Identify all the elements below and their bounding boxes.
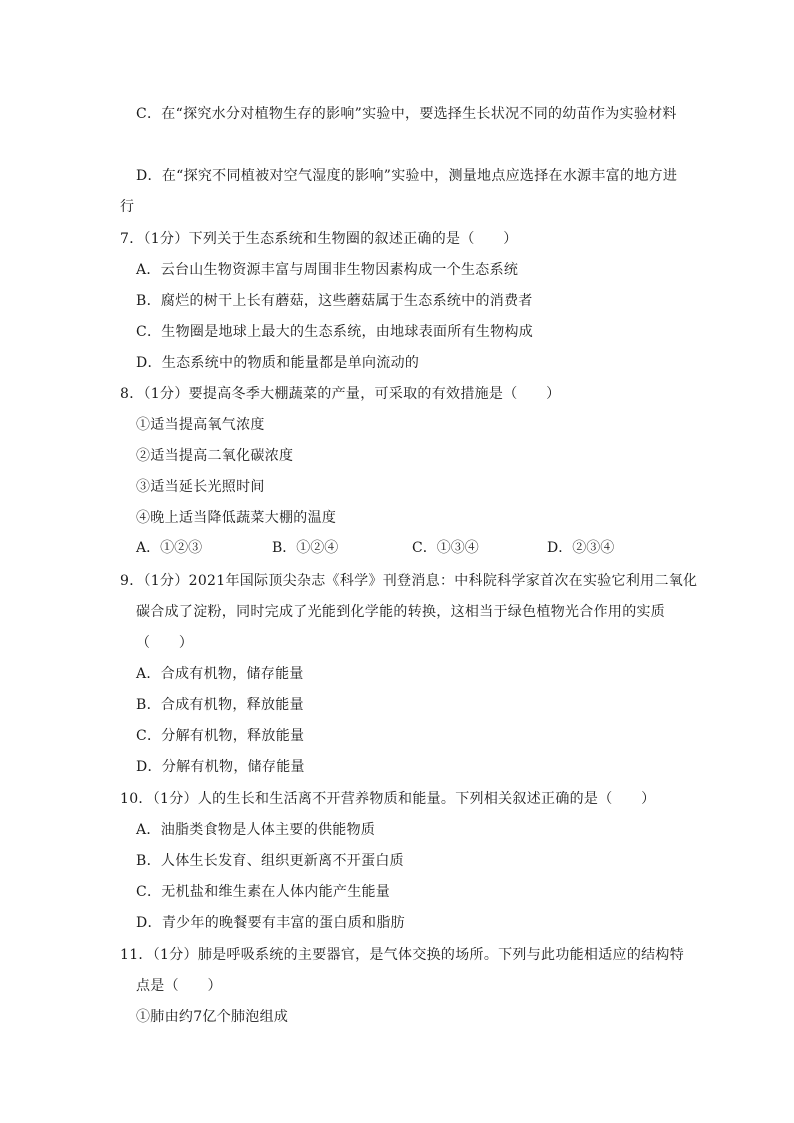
question-9-stem-line2: 碳合成了淀粉，同时完成了光能到化学能的转换，这相当于绿色植物光合作用的实质 <box>136 604 666 620</box>
prev-option-d-line1: D．在“探究不同植被对空气湿度的影响”实验中，测量地点应选择在水源丰富的地方进 <box>136 168 678 184</box>
question-10-option-c: C．无机盐和维生素在人体内能产生能量 <box>136 884 391 900</box>
question-8-item-2: ②适当提高二氧化碳浓度 <box>136 448 294 464</box>
question-8-option-b: B．①②④ <box>272 540 339 556</box>
question-8-stem: 8．（1分）要提高冬季大棚蔬菜的产量，可采取的有效措施是（ ） <box>120 386 561 402</box>
question-11-item-1: ①肺由约7亿个肺泡组成 <box>136 1009 289 1025</box>
question-9-option-c: C．分解有机物，释放能量 <box>136 728 305 744</box>
question-7-option-b: B．腐烂的树干上长有蘑菇，这些蘑菇属于生态系统中的消费者 <box>136 293 533 309</box>
question-8-option-c: C．①③④ <box>412 540 479 556</box>
question-9-option-b: B．合成有机物，释放能量 <box>136 697 304 713</box>
question-9-option-a: A．合成有机物，储存能量 <box>136 666 304 682</box>
question-9-stem-line1: 9．（1分）2021年国际顶尖杂志《科学》刊登消息：中科院科学家首次在实验它利用二氧化 <box>120 573 698 589</box>
question-8-item-4: ④晚上适当降低蔬菜大棚的温度 <box>136 510 337 526</box>
question-8-item-1: ①适当提高氧气浓度 <box>136 417 265 433</box>
question-10-option-d: D．青少年的晚餐要有丰富的蛋白质和脂肪 <box>136 915 405 931</box>
question-8-option-d: D．②③④ <box>547 540 615 556</box>
prev-option-c: C．在“探究水分对植物生存的影响”实验中，要选择生长状况不同的幼苗作为实验材料 <box>136 106 677 122</box>
prev-option-d-line2: 行 <box>120 199 135 215</box>
question-11-stem-line2: 点是（ ） <box>136 978 222 994</box>
question-7-stem: 7．（1分）下列关于生态系统和生物圈的叙述正确的是（ ） <box>120 231 518 247</box>
question-11-stem-line1: 11．（1分）肺是呼吸系统的主要器官，是气体交换的场所。下列与此功能相适应的结构特 <box>120 947 685 963</box>
question-7-option-a: A．云台山生物资源丰富与周围非生物因素构成一个生态系统 <box>136 262 519 278</box>
question-10-stem: 10．（1分）人的生长和生活离不开营养物质和能量。下列相关叙述正确的是（ ） <box>120 791 656 807</box>
question-9-stem-line3: （ ） <box>136 635 194 651</box>
question-8-item-3: ③适当延长光照时间 <box>136 479 265 495</box>
question-8-options <box>136 538 656 558</box>
question-7-option-c: C．生物圈是地球上最大的生态系统，由地球表面所有生物构成 <box>136 324 534 340</box>
question-10-option-a: A．油脂类食物是人体主要的供能物质 <box>136 822 376 838</box>
question-10-option-b: B．人体生长发育、组织更新离不开蛋白质 <box>136 853 404 869</box>
question-9-option-d: D．分解有机物，储存能量 <box>136 759 305 775</box>
question-7-option-d: D．生态系统中的物质和能量都是单向流动的 <box>136 355 420 371</box>
question-8-option-a: A．①②③ <box>136 540 203 556</box>
